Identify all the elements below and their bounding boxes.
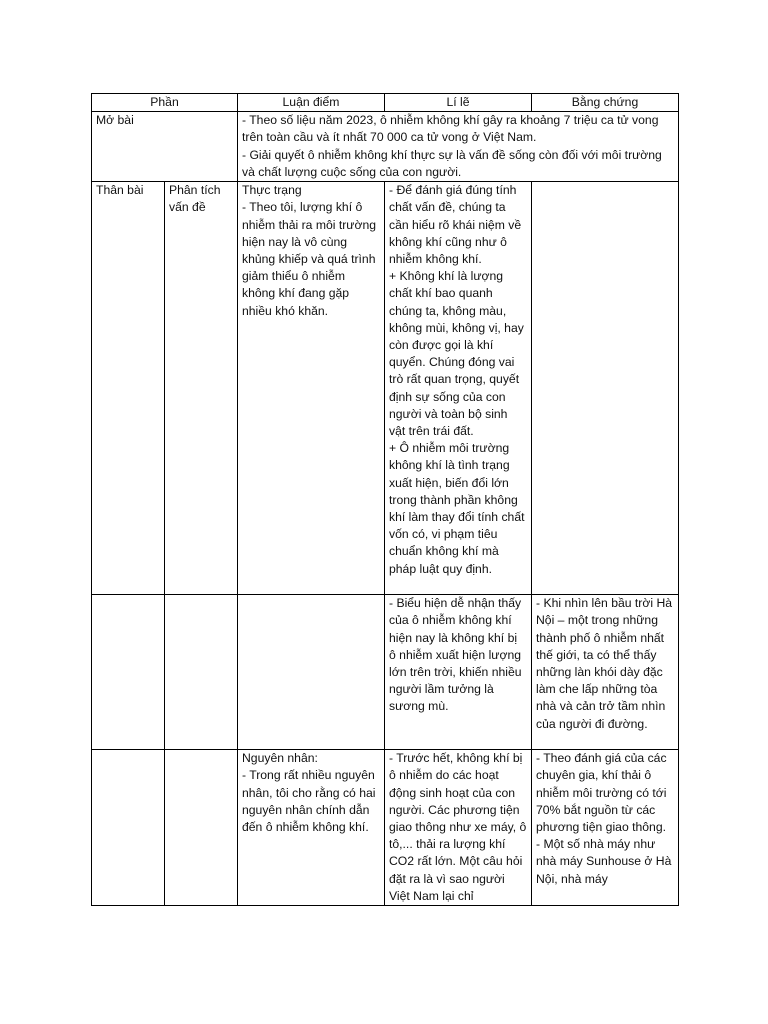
table-header-row bbox=[92, 94, 679, 112]
reasoning-cell: - Trước hết, không khí bị ô nhiễm do các hoạt động sinh hoạt của con người. Các phương tiện giao thông như xe máy, ô tô,... thải ra lượng khí CO2 rất lớn. Một câu hỏi đặt ra là vì sao người Việt Nam lại chỉ bbox=[385, 750, 532, 906]
table-row bbox=[92, 182, 679, 595]
intro-section-cell: Mở bài bbox=[92, 112, 238, 182]
section-cell bbox=[92, 595, 165, 750]
intro-content-cell: - Theo số liệu năm 2023, ô nhiễm không khí gây ra khoảng 7 triệu ca tử vong trên toàn cầu và ít nhất 70 000 ca tử vong ở Việt Nam. - Giải quyết ô nhiễm không khí thực sự là vấn đề sống còn đối với môi trường và chất lượng cuộc sống của con người. bbox=[238, 112, 679, 182]
table-row bbox=[92, 595, 679, 750]
section-cell bbox=[92, 750, 165, 906]
evidence-cell bbox=[532, 182, 679, 595]
essay-outline-table bbox=[91, 93, 679, 906]
header-bang-chung: Bằng chứng bbox=[532, 94, 679, 112]
thesis-cell: Nguyên nhân: - Trong rất nhiều nguyên nhân, tôi cho rằng có hai nguyên nhân chính dẫn đến ô nhiễm không khí. bbox=[238, 750, 385, 906]
subsection-cell bbox=[165, 595, 238, 750]
subsection-cell bbox=[165, 750, 238, 906]
evidence-cell: - Theo đánh giá của các chuyên gia, khí thải ô nhiễm môi trường có tới 70% bắt nguồn từ các phương tiện giao thông. - Một số nhà máy như nhà máy Sunhouse ở Hà Nội, nhà máy bbox=[532, 750, 679, 906]
thesis-cell: Thực trạng - Theo tôi, lượng khí ô nhiễm thải ra môi trường hiện nay là vô cùng khủng khiếp và quá trình giảm thiểu ô nhiễm không khí đang gặp nhiều khó khăn. bbox=[238, 182, 385, 595]
table-row bbox=[92, 750, 679, 906]
subsection-cell: Phân tích vấn đề bbox=[165, 182, 238, 595]
thesis-cell bbox=[238, 595, 385, 750]
header-li-le: Lí lẽ bbox=[385, 94, 532, 112]
reasoning-cell: - Biểu hiện dễ nhận thấy của ô nhiễm không khí hiện nay là không khí bị ô nhiễm xuất hiện lượng lớn trên trời, khiến nhiều người lầm tưởng là sương mù. bbox=[385, 595, 532, 750]
header-phan: Phần bbox=[92, 94, 238, 112]
table-row-intro bbox=[92, 112, 679, 182]
reasoning-cell: - Để đánh giá đúng tính chất vấn đề, chúng ta cần hiểu rõ khái niệm về không khí cũng như ô nhiễm không khí. + Không khí là lượng chất khí bao quanh chúng ta, không màu, không mùi, không vị, hay còn được gọi là khí quyển. Chúng đóng vai trò rất quan trọng, quyết định sự sống của con người và toàn bộ sinh vật trên trái đất. + Ô nhiễm môi trường không khí là tình trạng xuất hiện, biến đổi lớn trong thành phần không khí làm thay đổi tính chất vốn có, vi phạm tiêu chuẩn không khí mà pháp luật quy định. bbox=[385, 182, 532, 595]
section-cell: Thân bài bbox=[92, 182, 165, 595]
header-luan-diem: Luận điểm bbox=[238, 94, 385, 112]
evidence-cell: - Khi nhìn lên bầu trời Hà Nội – một trong những thành phố ô nhiễm nhất thế giới, ta có thể thấy những làn khói dày đặc làm che lấp những tòa nhà và cản trở tầm nhìn của người đi đường. bbox=[532, 595, 679, 750]
